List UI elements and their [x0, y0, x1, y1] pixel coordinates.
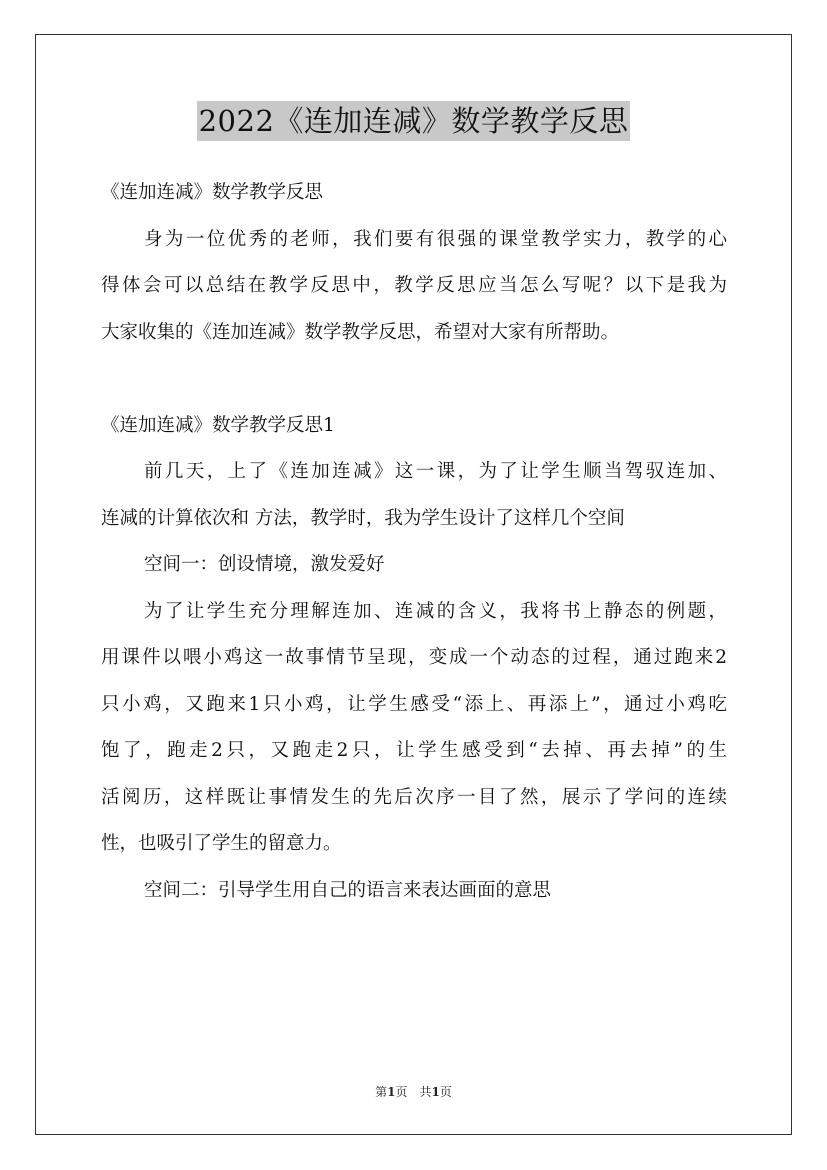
paragraph-line: 性，也吸引了学生的留意力。	[101, 833, 342, 854]
paragraph-line: 饱了，跑走2只，又跑走2只，让学生感受到“去掉、再去掉”的生	[101, 740, 727, 761]
section-heading: 《连加连减》数学教学反思1	[101, 414, 335, 436]
paragraph-line: 连减的计算依次和 方法，教学时，我为学生设计了这样几个空间	[101, 507, 625, 529]
paragraph-line: 为了让学生充分理解连加、连减的含义，我将书上静态的例题，	[144, 600, 727, 622]
subtitle: 《连加连减》数学教学反思	[101, 182, 324, 203]
paragraph-line: 用课件以喂小鸡这一故事情节呈现，变成一个动态的过程，通过跑来2	[101, 647, 727, 668]
footer-total-pages: 1	[431, 1085, 440, 1099]
blank-line	[101, 356, 727, 403]
intro-line: 大家收集的《连加连减》数学教学反思，希望对大家有所帮助。	[101, 321, 620, 343]
paragraph-line: 前几天，上了《连加连减》这一课，为了让学生顺当驾驭连加、	[144, 461, 727, 482]
document-title: 2022《连加连减》数学教学反思	[197, 101, 631, 141]
intro-line: 得体会可以总结在教学反思中，教学反思应当怎么写呢？以下是我为	[101, 275, 727, 296]
space-one-heading: 空间一：创设情境，激发爱好	[144, 554, 385, 575]
footer-prefix: 第	[375, 1085, 388, 1099]
footer-suffix: 页	[439, 1085, 452, 1099]
title-container	[0, 101, 827, 141]
document-body	[101, 170, 727, 914]
space-two-heading: 空间二：引导学生用自己的语言来表达画面的意思	[144, 879, 552, 901]
page-footer	[0, 1083, 827, 1101]
paragraph-line: 活阅历，这样既让事情发生的先后次序一目了然，展示了学问的连续	[101, 786, 727, 808]
footer-mid: 页 共	[395, 1085, 432, 1099]
intro-line: 身为一位优秀的老师，我们要有很强的课堂教学实力，教学的心	[144, 228, 727, 250]
footer-page-number: 1	[387, 1085, 396, 1099]
paragraph-line: 只小鸡，又跑来1只小鸡，让学生感受“添上、再添上”，通过小鸡吃	[101, 693, 727, 715]
